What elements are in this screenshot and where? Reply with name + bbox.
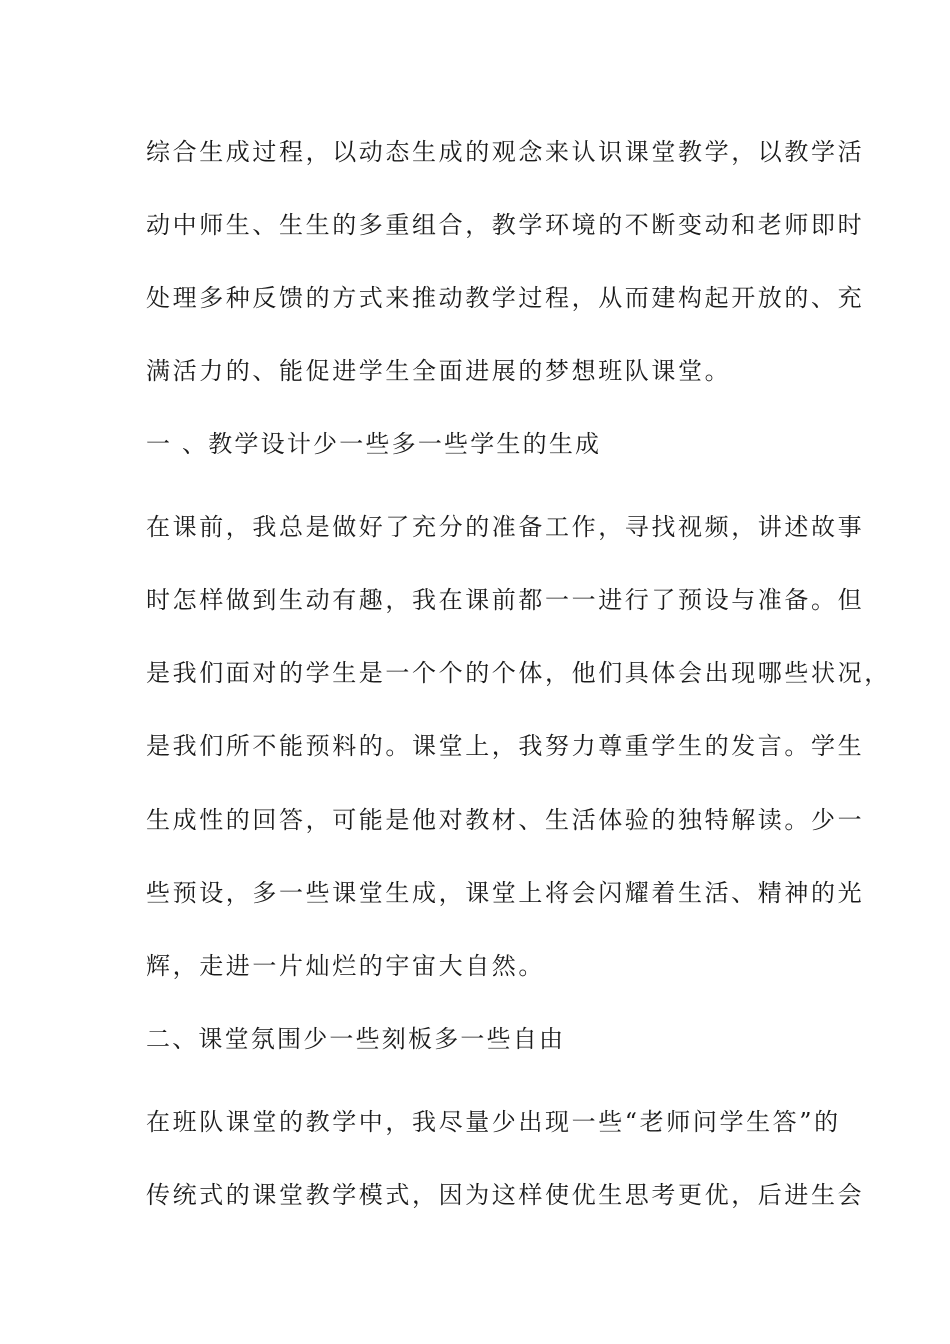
body-text-line: 在课前，我总是做好了充分的准备工作，寻找视频，讲述故事 <box>146 513 865 541</box>
body-text-line: 是我们所不能预料的。课堂上，我努力尊重学生的发言。学生 <box>146 732 865 760</box>
body-text-line: 生成性的回答，可能是他对教材、生活体验的独特解读。少一 <box>146 806 865 834</box>
section-heading-1: 一 、教学设计少一些多一些学生的生成 <box>146 430 602 458</box>
body-text-line: 是我们面对的学生是一个个的个体，他们具体会出现哪些状况， <box>146 659 891 687</box>
body-text-line: 满活力的、能促进学生全面进展的梦想班队课堂。 <box>146 357 732 385</box>
body-text-line: 处理多种反馈的方式来推动教学过程，从而建构起开放的、充 <box>146 284 865 312</box>
body-text-line: 些预设，多一些课堂生成，课堂上将会闪耀着生活、精神的光 <box>146 879 865 907</box>
body-text-line: 辉，走进一片灿烂的宇宙大自然。 <box>146 952 545 980</box>
section-heading-2: 二、课堂氛围少一些刻板多一些自由 <box>146 1025 566 1053</box>
body-text-line: 在班队课堂的教学中，我尽量少出现一些“老师问学生答”的 <box>146 1108 841 1136</box>
body-text-line: 动中师生、生生的多重组合，教学环境的不断变动和老师即时 <box>146 211 865 239</box>
body-text-line: 时怎样做到生动有趣，我在课前都一一进行了预设与准备。但 <box>146 586 865 614</box>
body-text-line: 传统式的课堂教学模式，因为这样使优生思考更优，后进生会 <box>146 1181 865 1209</box>
body-text-line: 综合生成过程，以动态生成的观念来认识课堂教学，以教学活 <box>146 138 865 166</box>
